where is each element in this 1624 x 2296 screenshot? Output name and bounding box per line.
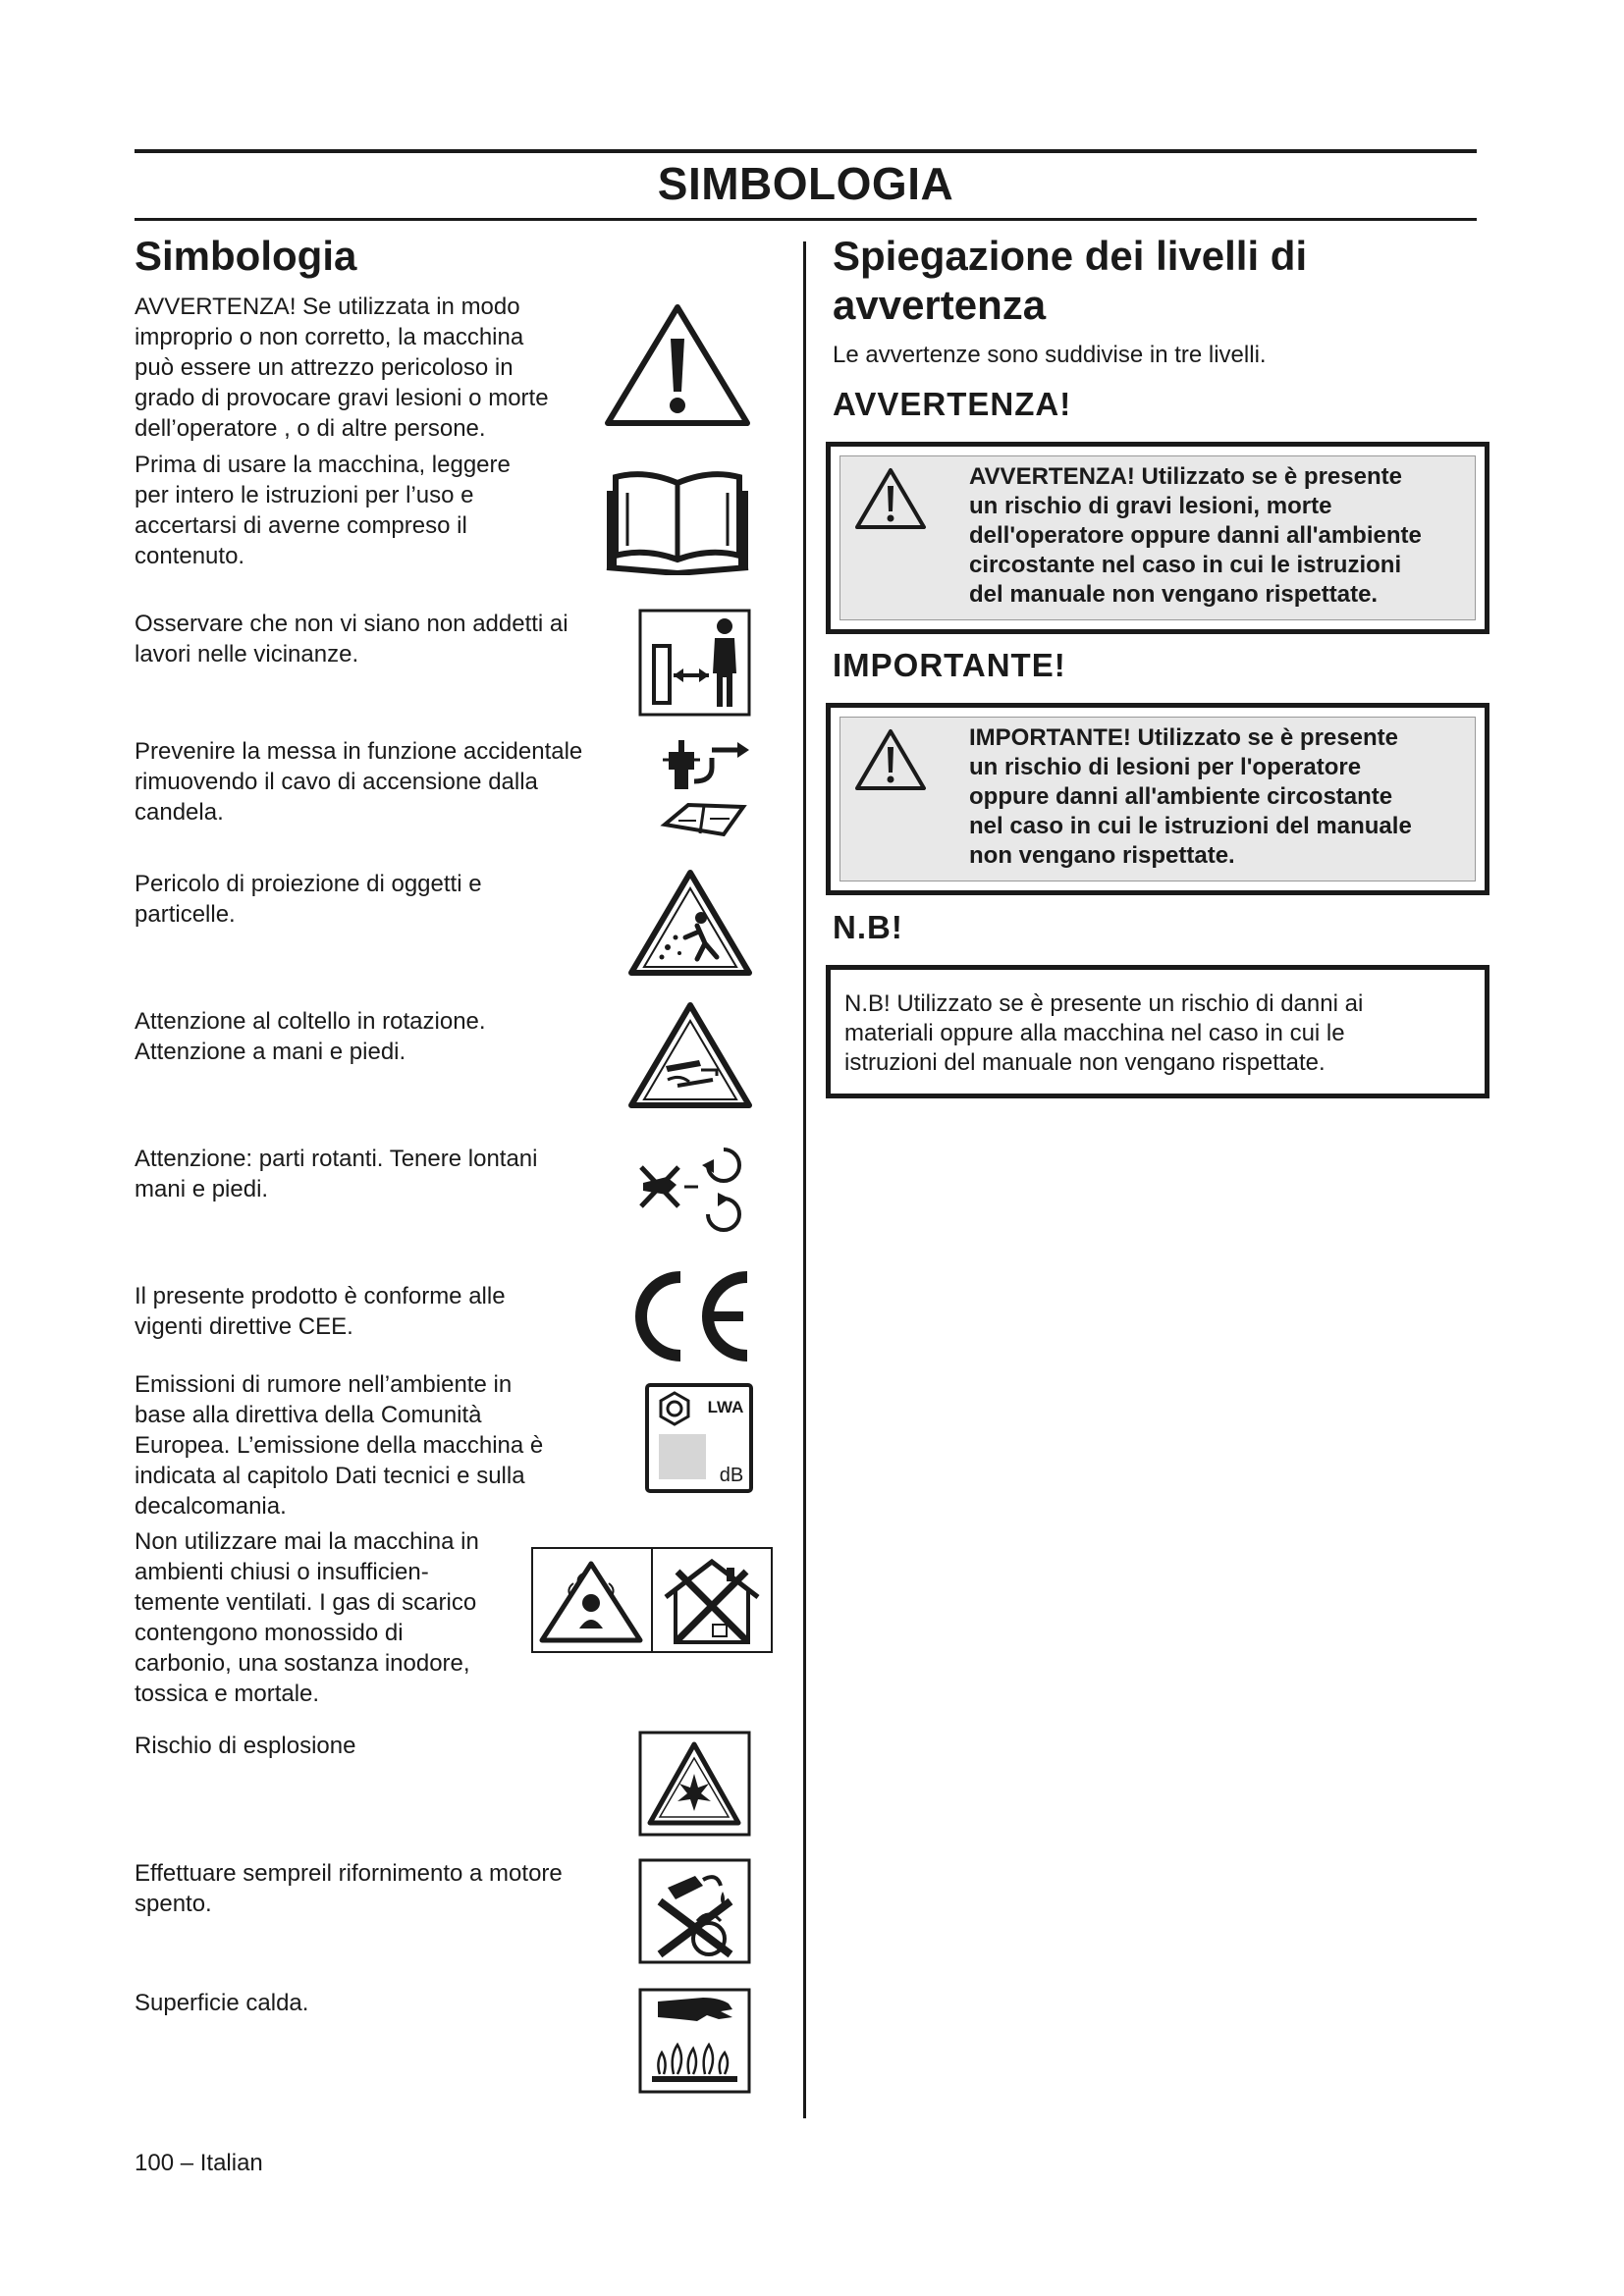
noise-unit: dB [719, 1465, 744, 1486]
symbol-row-manual [135, 450, 763, 587]
symbol-row-distance [135, 609, 763, 736]
symbol-row-hot-surface [135, 1988, 763, 2106]
warning-levels-heading: Spiegazione dei livelli di avvertenza [833, 233, 1308, 328]
symbol-row-refuel [135, 1858, 763, 1976]
explosion-icon [638, 1731, 751, 1837]
warning-box-text: AVVERTENZA! Utilizzato se è presente un rischio di gravi lesioni, morte dell'operatore oppure danni all'ambiente circostante nel caso in cui le istruzioni del manuale non vengano rispettate. [969, 463, 1422, 608]
level-title-note: N.B! [833, 909, 903, 945]
symbol-row-rotating-parts [135, 1144, 763, 1261]
noise-label: LWA [707, 1398, 744, 1416]
symbol-text: AVVERTENZA! Se utilizzata in modo improprio o non corretto, la macchina può essere un attrezzo pericoloso in grado di provocare gravi lesioni o morte dell’operatore , o di altre persone. [135, 294, 549, 442]
symbol-text: Effettuare sempreil rifornimento a motore spento. [135, 1860, 563, 1917]
symbol-row-spark-plug [135, 736, 763, 869]
warning-levels-intro: Le avvertenze sono suddivise in tre livelli. [833, 342, 1267, 368]
symbol-row-noise [135, 1369, 763, 1526]
symbol-row-warning [135, 292, 763, 449]
warning-triangle-icon [854, 727, 927, 792]
symbol-text: Attenzione al coltello in rotazione. Attenzione a mani e piedi. [135, 1008, 486, 1065]
header-bottom-rule [135, 218, 1477, 221]
symbol-text: Rischio di esplosione [135, 1733, 356, 1759]
rotating-blade-icon [628, 1001, 753, 1111]
symbols-heading: Simbologia [135, 233, 357, 279]
warning-triangle-icon [604, 301, 751, 429]
page-number: 100 – Italian [135, 2150, 263, 2176]
important-box-text: IMPORTANTE! Utilizzato se è presente un rischio di lesioni per l'operatore oppure danni all'ambiente circostante nel caso in cui le istruzioni del manuale non vengano rispettate. [969, 724, 1412, 869]
column-divider [803, 241, 806, 2118]
symbol-text: Il presente prodotto è conforme alle vigenti direttive CEE. [135, 1283, 506, 1340]
symbol-row-thrown-objects [135, 869, 763, 987]
top-rule [135, 149, 1477, 153]
rotating-parts-icon [633, 1134, 753, 1254]
symbol-row-ce [135, 1281, 763, 1374]
symbol-text: Emissioni di rumore nell’ambiente in base alla direttiva della Comunità Europea. L’emissione della macchina è indicata al capitolo Dati tecnici e sulla decalcomania. [135, 1371, 544, 1520]
page-title: SIMBOLOGIA [657, 158, 954, 209]
safety-distance-icon [638, 609, 751, 717]
note-box-text: N.B! Utilizzato se è presente un rischio di danni ai materiali oppure alla macchina nel caso in cui le istruzioni del manuale non vengano rispettate. [844, 990, 1364, 1076]
warning-box-panel [839, 455, 1476, 620]
symbol-text: Prevenire la messa in funzione accidentale rimuovendo il cavo di accensione dalla candela. [135, 738, 583, 826]
thrown-objects-icon [628, 869, 753, 979]
symbol-text: Pericolo di proiezione di oggetti e particelle. [135, 871, 482, 928]
important-box-panel [839, 717, 1476, 881]
note-box [826, 965, 1489, 1098]
symbol-text: Attenzione: parti rotanti. Tenere lontani mani e piedi. [135, 1146, 538, 1202]
symbol-text: Prima di usare la macchina, leggere per intero le istruzioni per l’uso e accertarsi di averne compreso il contenuto. [135, 452, 511, 569]
symbol-text: Non utilizzare mai la macchina in ambienti chiusi o insufficien- temente ventilati. I gas di scarico contengono monossido di carbonio, una sostanza inodore, tossica e mortale. [135, 1528, 479, 1707]
warning-triangle-icon [854, 466, 927, 531]
level-title-important: IMPORTANTE! [833, 647, 1066, 683]
exhaust-gas-icon [530, 1546, 774, 1654]
symbol-text: Osservare che non vi siano non addetti ai lavori nelle vicinanze. [135, 611, 568, 667]
refuel-engine-off-icon [638, 1858, 751, 1964]
spark-plug-icon [655, 736, 753, 849]
symbol-row-exhaust [135, 1526, 763, 1723]
noise-emission-icon [645, 1383, 753, 1493]
symbol-text: Superficie calda. [135, 1990, 309, 2016]
ce-mark-icon [623, 1267, 756, 1365]
manual-book-icon [604, 465, 751, 575]
level-title-warning: AVVERTENZA! [833, 386, 1072, 422]
symbol-row-explosion [135, 1731, 763, 1848]
warning-box [826, 442, 1489, 634]
symbol-row-rotating-blade [135, 1006, 763, 1114]
important-box [826, 703, 1489, 895]
hot-surface-icon [638, 1988, 751, 2094]
